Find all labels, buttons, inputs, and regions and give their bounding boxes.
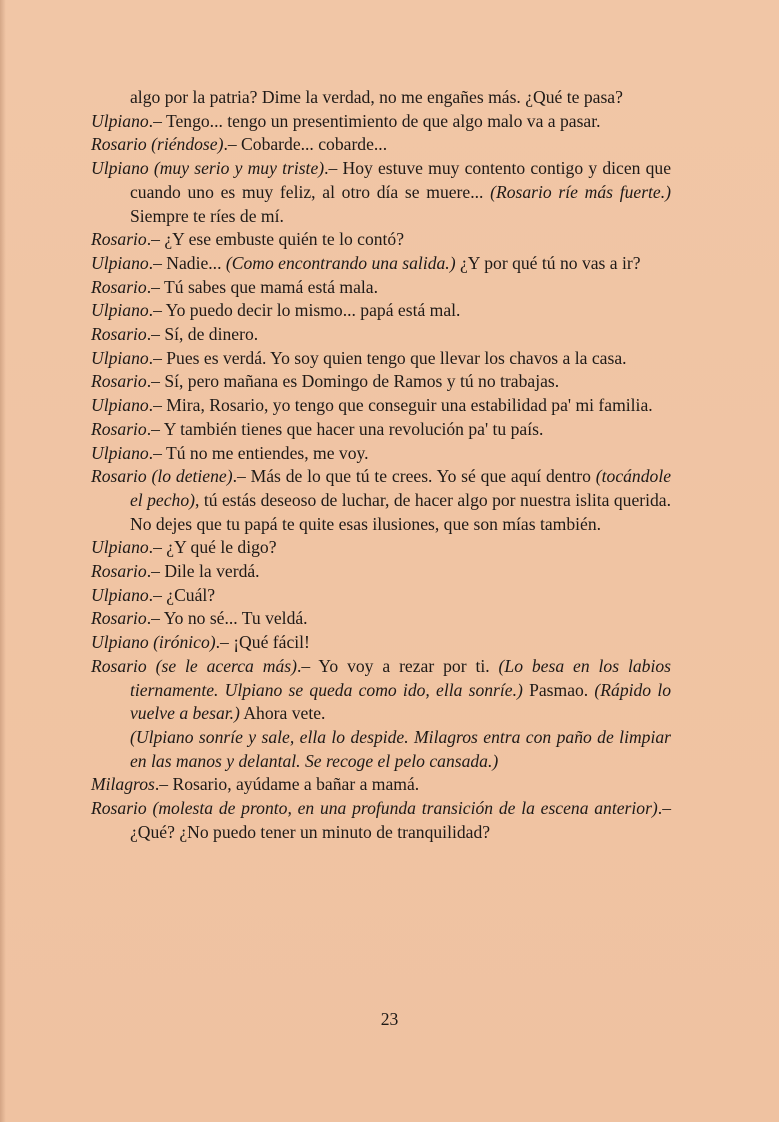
- speaker-dash: .–: [148, 442, 166, 463]
- stage-direction-inline: (Rosario ríe más fuerte.): [490, 181, 671, 202]
- dialogue-line: [91, 584, 671, 608]
- dialogue-text: Yo voy a rezar por ti.: [318, 655, 499, 676]
- dialogue-line: [91, 323, 671, 347]
- speaker-dash: .–: [232, 466, 251, 487]
- speaker-name: Ulpiano: [91, 442, 149, 463]
- speaker-dash: .–: [146, 276, 165, 297]
- dialogue-line: [91, 299, 671, 323]
- paragraph-text: algo por la patria? Dime la verdad, no me engañes más. ¿Qué te pasa?: [130, 87, 623, 107]
- speaker-dash: .–: [146, 561, 165, 582]
- speaker-dash: .–: [223, 134, 242, 155]
- speaker-name: Ulpiano: [91, 537, 149, 558]
- speaker-name: Rosario (se le acerca más): [91, 655, 297, 676]
- speaker-name: Ulpiano: [91, 110, 149, 131]
- dialogue-line: [91, 418, 671, 442]
- dialogue-line: [91, 394, 671, 418]
- speaker-dash: .–: [148, 347, 167, 368]
- speaker-name: Ulpiano (muy serio y muy triste): [91, 158, 325, 179]
- dialogue-line: [91, 773, 671, 797]
- speaker-dash: .–: [146, 324, 165, 345]
- dialogue-text: Sí, pero mañana es Domingo de Ramos y tú no trabajas.: [164, 371, 560, 392]
- dialogue-text: Pues es verdá. Yo soy quien tengo que llevar los chavos a la casa.: [166, 347, 627, 368]
- dialogue-text: Tú sabes que mamá está mala.: [164, 276, 378, 297]
- dialogue-text: Tú no me entiendes, me voy.: [165, 442, 369, 463]
- dialogue-text: ¡Qué fácil!: [233, 632, 310, 653]
- dialogue-line: [91, 157, 671, 228]
- speaker-name: Ulpiano: [91, 300, 149, 321]
- dialogue-text: Siempre te ríes de mí.: [130, 205, 284, 226]
- dialogue-text: Yo puedo decir lo mismo... papá está mal.: [165, 300, 461, 321]
- dialogue-text: Hoy estuve muy contento contigo y dicen que cuando uno es muy feliz, al otro día se muere...: [130, 158, 672, 202]
- play-text: [91, 86, 671, 845]
- dialogue-line: [91, 110, 671, 134]
- speaker-name: Rosario (riéndose): [91, 134, 224, 155]
- speaker-name: Rosario: [91, 418, 147, 439]
- dialogue-text: Cobarde... cobarde...: [241, 134, 388, 155]
- speaker-name: Milagros: [91, 774, 155, 795]
- speaker-name: Rosario: [91, 229, 147, 250]
- speaker-name: Rosario: [91, 324, 147, 345]
- dialogue-text: Nadie...: [166, 252, 226, 273]
- speaker-dash: .–: [148, 537, 167, 558]
- stage-direction-inline: (Rápido lo vuelve a besar.): [130, 679, 672, 724]
- speaker-name: Ulpiano: [91, 347, 149, 368]
- dialogue-text: ¿Y ese embuste quién te lo contó?: [164, 229, 405, 250]
- stage-direction-inline: (tocándole el pecho): [130, 466, 672, 510]
- dialogue-line: [91, 607, 671, 631]
- speaker-dash: .–: [148, 395, 167, 416]
- stage-direction-inline: (Lo besa en los labios tiernamente. Ulpiano se queda como ido, ella sonríe.): [130, 655, 671, 700]
- dialogue-line: [91, 655, 671, 726]
- dialogue-line: [91, 631, 671, 655]
- dialogue-text: Más de lo que tú te crees. Yo sé que aquí dentro: [250, 466, 596, 487]
- speaker-dash: .–: [148, 252, 167, 273]
- speaker-dash: .–: [148, 110, 166, 131]
- stage-direction-inline: (Como encontrando una salida.): [225, 252, 456, 273]
- speaker-name: Rosario (lo detiene): [91, 466, 233, 487]
- dialogue-line: [91, 276, 671, 300]
- speaker-dash: .–: [657, 798, 671, 819]
- speaker-name: Ulpiano: [91, 584, 149, 605]
- dialogue-text: Dile la verdá.: [164, 561, 260, 582]
- dialogue-text: ¿Cuál?: [166, 584, 216, 605]
- speaker-name: Rosario: [91, 608, 147, 629]
- dialogue-line: [91, 133, 671, 157]
- dialogue-line: [91, 252, 671, 276]
- dialogue-line: [91, 347, 671, 371]
- speaker-dash: .–: [215, 632, 234, 653]
- speaker-dash: .–: [296, 655, 319, 676]
- speaker-name: Rosario: [91, 561, 147, 582]
- dialogue-line: [91, 370, 671, 394]
- speaker-name: Rosario: [91, 371, 147, 392]
- speaker-dash: .–: [324, 158, 343, 179]
- speaker-name: Rosario (molesta de pronto, en una profunda transición de la escena anterior): [91, 798, 658, 819]
- speaker-name: Ulpiano: [91, 252, 149, 273]
- speaker-dash: .–: [154, 774, 173, 795]
- continuation-paragraph: [91, 86, 671, 110]
- dialogue-line: [91, 442, 671, 466]
- speaker-name: Rosario: [91, 276, 147, 297]
- speaker-dash: .–: [148, 584, 167, 605]
- dialogue-text: Rosario, ayúdame a bañar a mamá.: [172, 774, 420, 795]
- dialogue-line: [91, 560, 671, 584]
- dialogue-text: ¿Y qué le digo?: [166, 537, 277, 558]
- speaker-dash: .–: [146, 608, 164, 629]
- dialogue-line: [91, 536, 671, 560]
- dialogue-text: Yo no sé... Tu veldá.: [163, 608, 308, 629]
- speaker-dash: .–: [148, 300, 166, 321]
- dialogue-line: [91, 797, 671, 844]
- dialogue-text: Ahora vete.: [239, 703, 326, 724]
- speaker-name: Ulpiano (irónico): [91, 632, 216, 653]
- speaker-dash: .–: [146, 229, 165, 250]
- dialogue-text: Tengo... tengo un presentimiento de que algo malo va a pasar.: [165, 110, 601, 131]
- dialogue-text: Mira, Rosario, yo tengo que conseguir una estabilidad pa' mi familia.: [166, 395, 653, 416]
- dialogue-line: [91, 465, 671, 536]
- speaker-name: Ulpiano: [91, 395, 149, 416]
- page-number: 23: [380, 1009, 399, 1029]
- dialogue-text: ¿Qué? ¿No puedo tener un minuto de tranquilidad?: [130, 821, 491, 842]
- stage-direction-text: (Ulpiano sonríe y sale, ella lo despide. Milagros entra con paño de limpiar en las manos y delantal. Se recoge el pelo cansada.): [130, 726, 671, 771]
- dialogue-text: Pasmao.: [522, 679, 595, 700]
- stage-direction: [91, 726, 671, 773]
- dialogue-text: ¿Y por qué tú no vas a ir?: [455, 252, 641, 273]
- dialogue-text: Sí, de dinero.: [164, 324, 259, 345]
- speaker-dash: .–: [146, 418, 164, 439]
- speaker-dash: .–: [146, 371, 165, 392]
- dialogue-line: [91, 228, 671, 252]
- dialogue-text: Y también tienes que hacer una revolución pa' tu país.: [163, 418, 544, 439]
- dialogue-text: , tú estás deseoso de luchar, de hacer algo por nuestra islita querida. No dejes que tu papá te quite esas ilusiones, que son mías también.: [130, 489, 671, 534]
